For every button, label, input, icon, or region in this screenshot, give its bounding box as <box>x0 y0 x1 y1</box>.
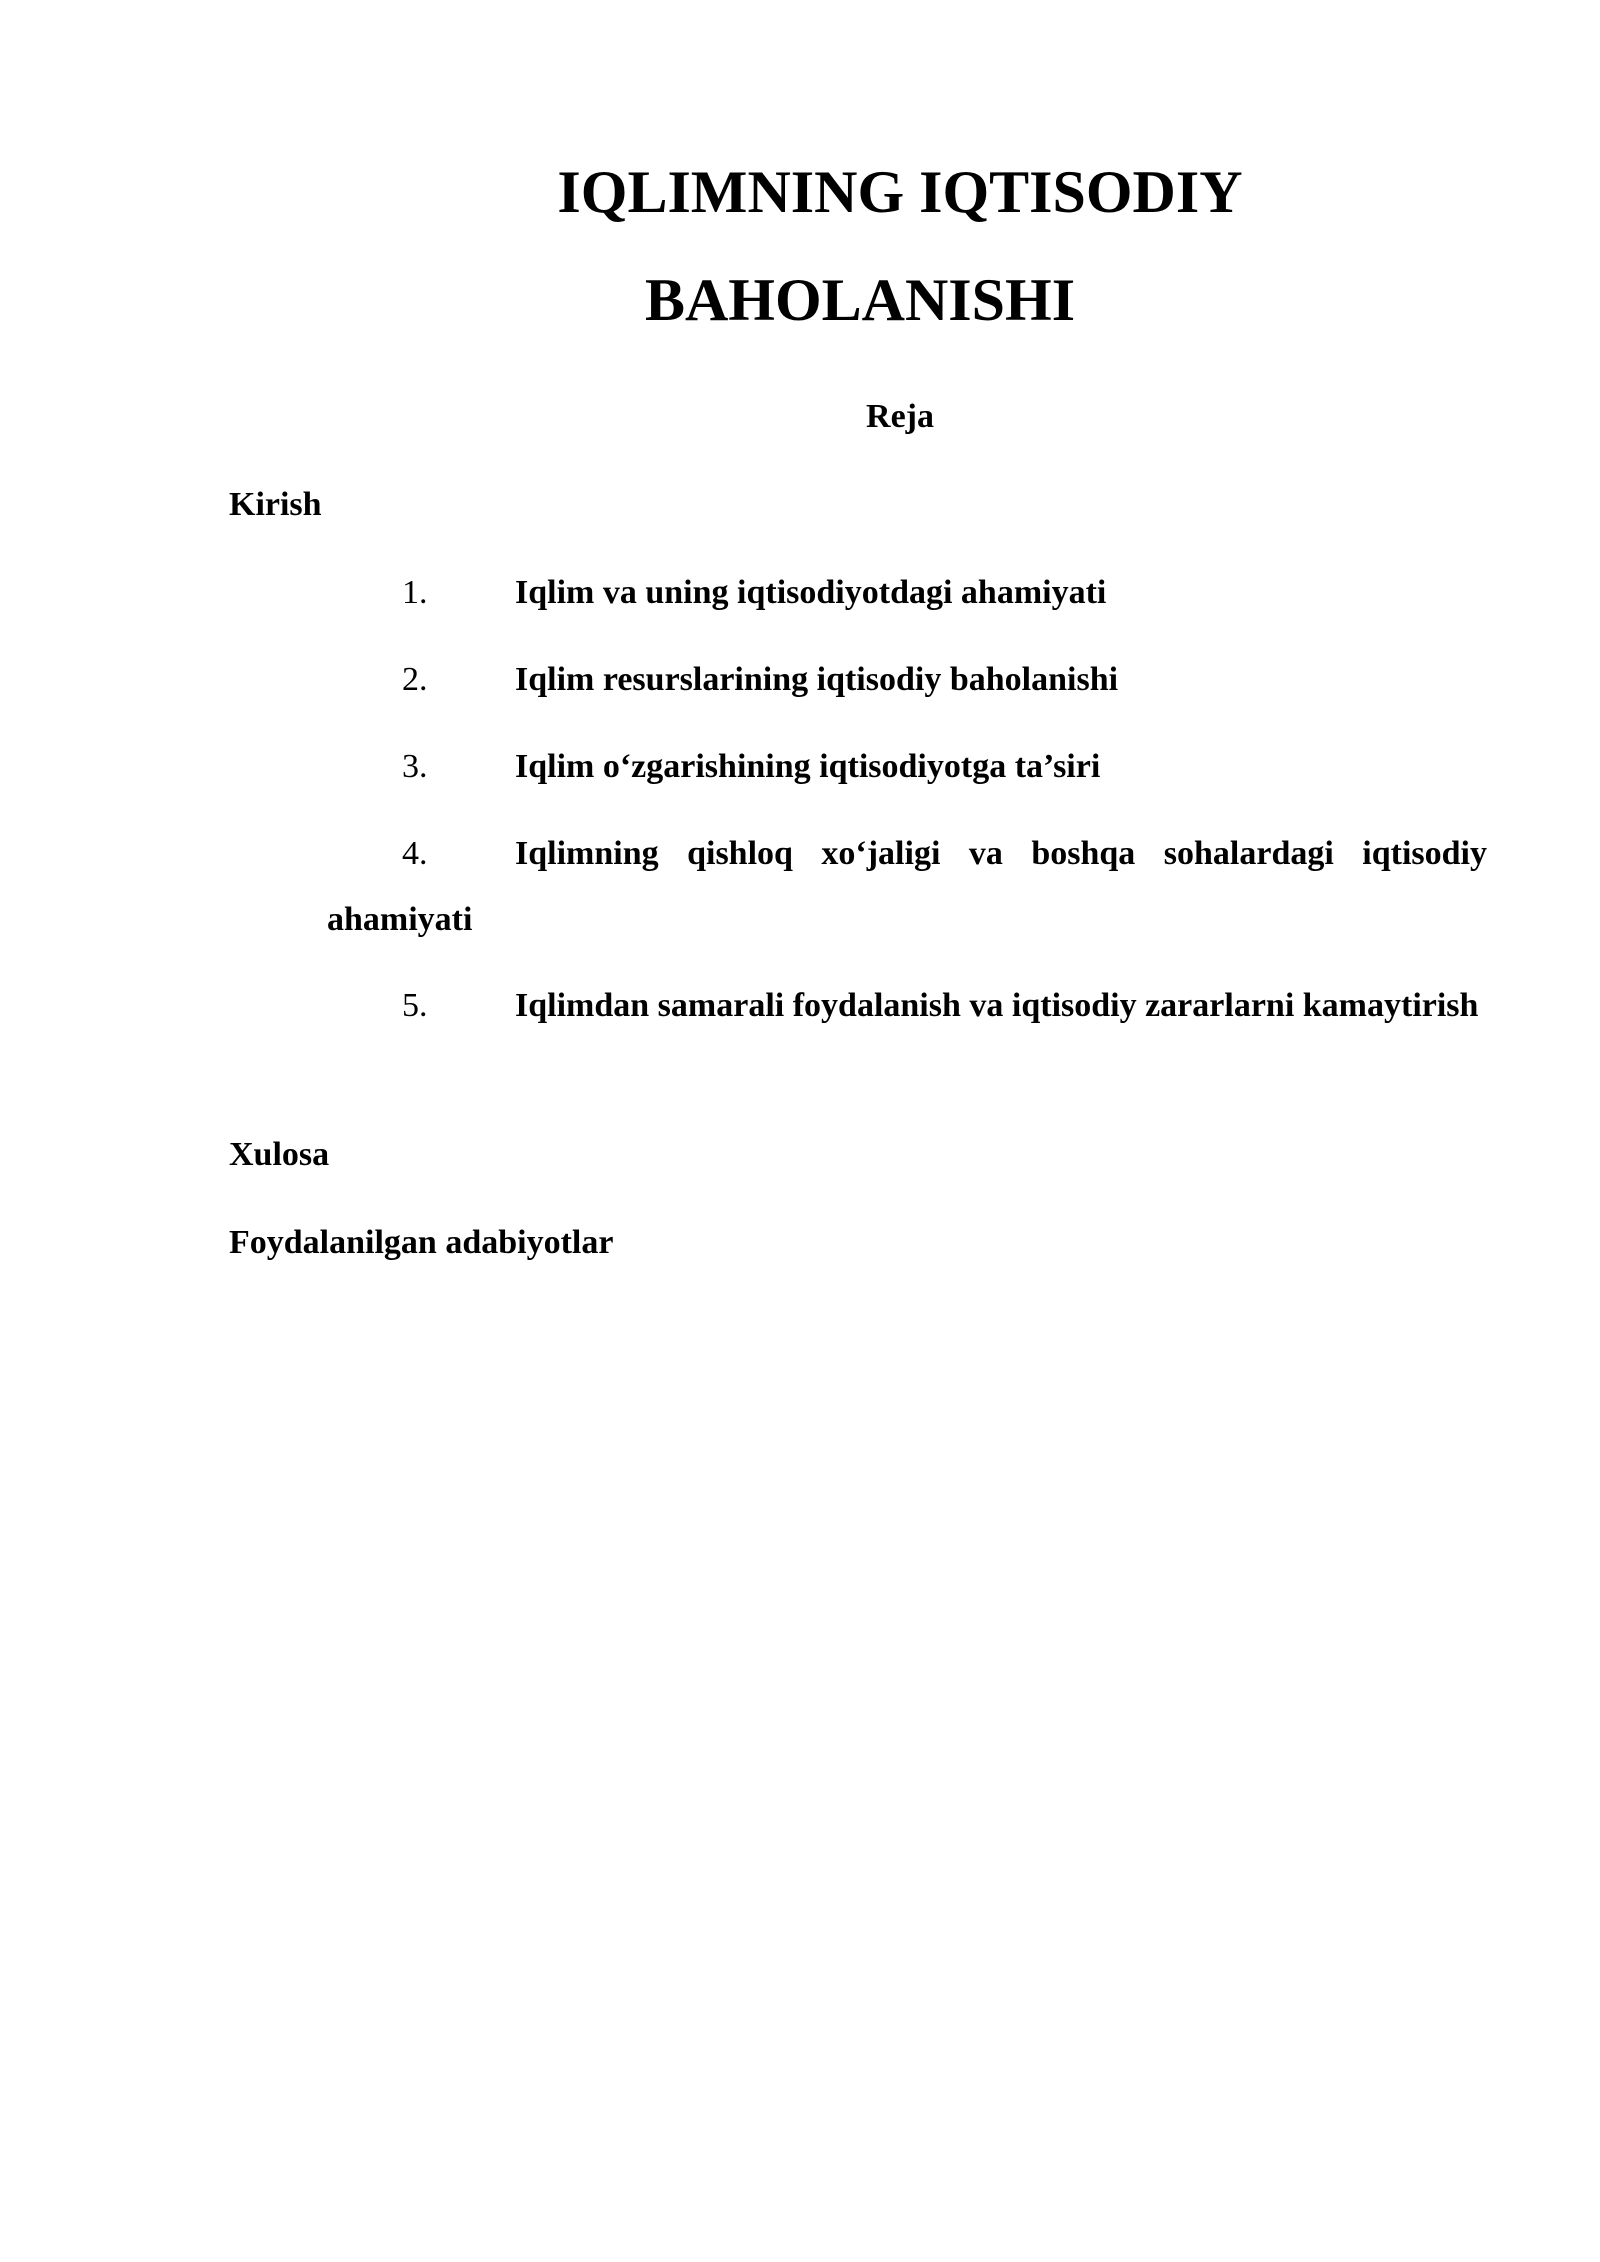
plan-item-number: 4. <box>402 835 428 872</box>
intro-label: Kirish <box>229 486 322 523</box>
plan-item-number: 2. <box>402 661 428 698</box>
plan-item-text: Iqlimdan samarali foydalanish va iqtisodiy zararlarni kamaytirish <box>515 987 1479 1024</box>
plan-item <box>327 647 1487 713</box>
plan-item-text: Iqlim o‘zgarishining iqtisodiyotga ta’siri <box>515 748 1101 785</box>
plan-item-number: 5. <box>402 987 428 1024</box>
references-label: Foydalanilgan adabiyotlar <box>229 1224 614 1261</box>
plan-item <box>327 973 1487 1039</box>
plan-item-text: Iqlim va uning iqtisodiyotdagi ahamiyati <box>515 574 1107 611</box>
document-title-line-1: IQLIMNING IQTISODIY <box>557 159 1243 225</box>
plan-item-text: Iqlim resurslarining iqtisodiy baholanishi <box>515 661 1119 698</box>
plan-heading: Reja <box>866 398 934 435</box>
plan-item-number: 1. <box>402 574 428 611</box>
plan-item <box>327 821 1487 953</box>
plan-item-text: Iqlimning qishloq xo‘jaligi va boshqa sohalardagi iqtisodiy ahamiyati <box>327 835 1487 938</box>
plan-item <box>327 560 1487 626</box>
conclusion-label: Xulosa <box>229 1136 330 1173</box>
plan-item <box>327 734 1487 800</box>
document-title-line-2: BAHOLANISHI <box>644 267 1076 333</box>
plan-item-number: 3. <box>402 748 428 785</box>
